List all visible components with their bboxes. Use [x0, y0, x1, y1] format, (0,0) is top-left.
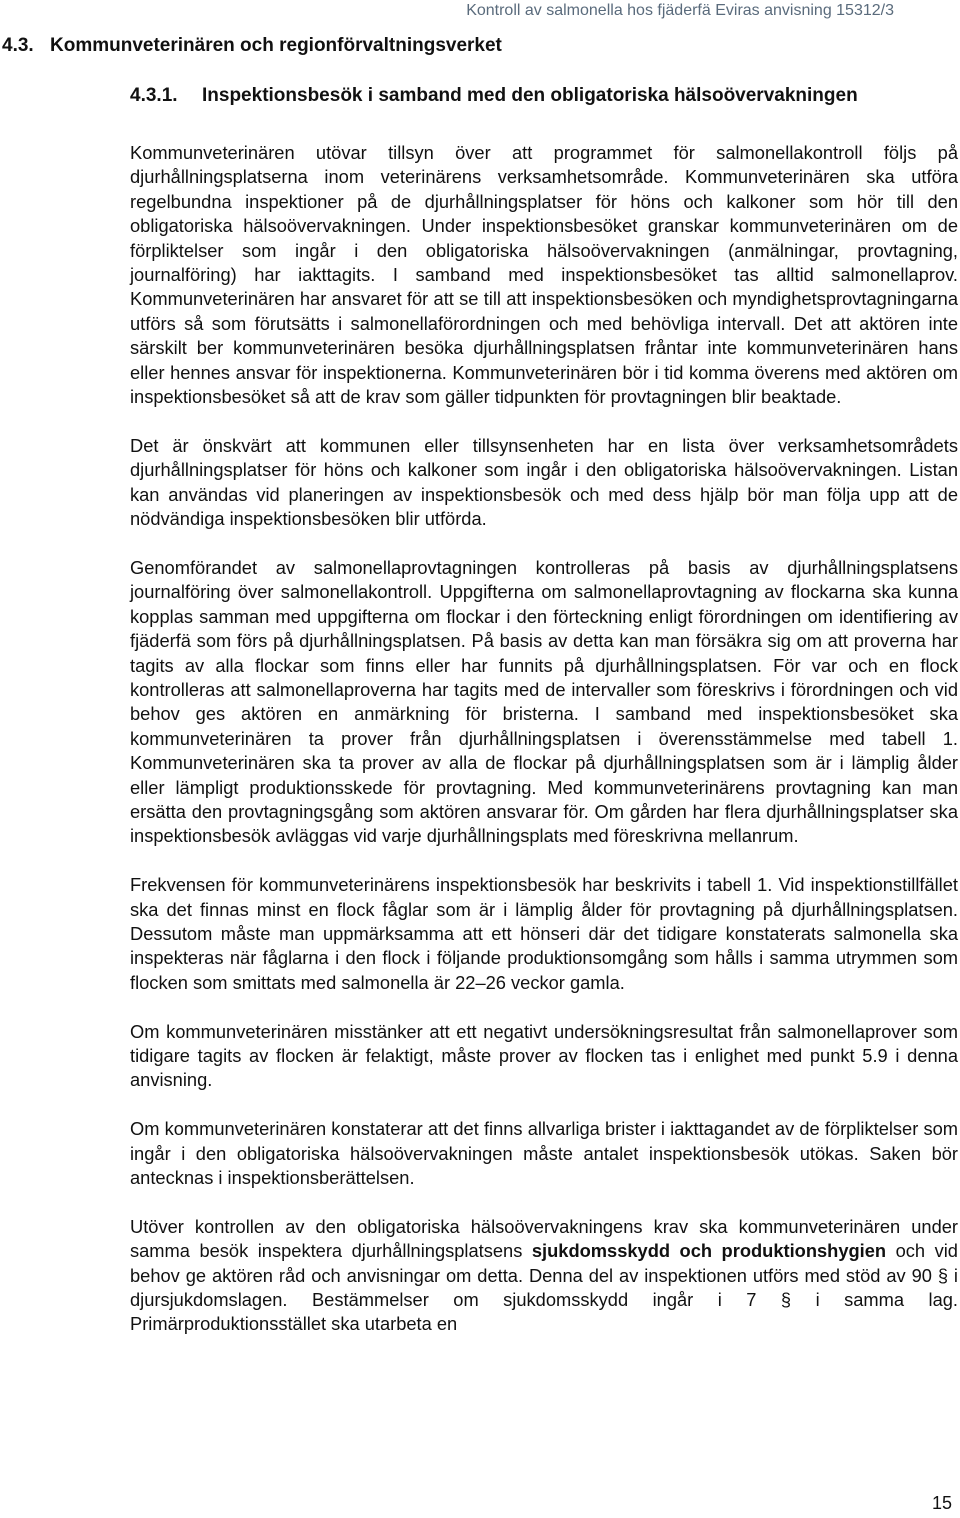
- paragraph: Om kommunveterinären konstaterar att det finns allvarliga brister i iakttagandet av de förpliktelser som ingår i den obligatoriska hälsoövervakningen måste antalet inspektionsbesök utökas. Saken bör antecknas i inspektionsberättelsen.: [130, 1118, 958, 1188]
- bold-term: sjukdomsskydd och produktionshygien: [531, 1240, 887, 1262]
- paragraph: Genomförandet av salmonellaprovtagningen kontrolleras på basis av djurhållningsplatsens journalföring över salmonellakontroll. Uppgifterna om salmonellaprovtagning av flockarna ska kunna kopplas samman med uppgifterna om flockar i den förteckning enligt förordningen om identifiering av fjäderfä som förs på djurhållningsplatsen. På basis av detta kan man försäkra sig om att proverna har tagits av alla flockar som finns eller har funnits på djurhållningsplatsen. För var och en flock kontrolleras att salmonellaproverna har tagits med de intervaller som föreskrivs i förordningen och vid behov ges aktören en anmärkning för bristerna. I samband med inspektionsbesöket ska kommunveterinären ta prover från djurhållningsplatsen i överensstämmelse med tabell 1. Kommunveterinären ska ta prover av alla de flockar på djurhållningsplatsen som är i lämplig ålder eller lämpligt produktionsskede för provtagning. Med kommunveterinärens provtagning kan man ersätta den provtagningsgång som aktören ansvarar för. Om gården har flera djurhållningsplatser ska inspektionsbesök avläggas vid varje djurhållningsplats med föreskrivna mellanrum.: [130, 556, 958, 847]
- paragraph-text: och vid behov ge aktören råd och anvisningar om detta. Denna del av inspektionen utförs med stöd av 90 § i djursjukdomslagen. Bestämmelser om sjukdomsskydd ingår i 7 § i samma lag. Primärproduktionsstället ska utarbeta en: [130, 1240, 958, 1335]
- paragraph-text: Utöver kontrollen av den obligatoriska hälsoövervakningens krav ska kommunveterinären under samma besök inspektera djurhållningsplatsens: [130, 1215, 958, 1262]
- paragraph: Om kommunveterinären misstänker att ett negativt undersökningsresultat från salmonellaprover som tidigare tagits av flocken är felaktigt, måste prover av flocken tas i enlighet med punkt 5.9 i denna anvisning.: [130, 1020, 958, 1091]
- running-header: Kontroll av salmonella hos fjäderfä Eviras anvisning 15312/3: [466, 2, 894, 19]
- page-number: 15: [931, 1493, 952, 1513]
- paragraph: Kommunveterinären utövar tillsyn över att programmet för salmonellakontroll följs på djurhållningsplatserna inom veterinärens verksamhetsområde. Kommunveterinären ska utföra regelbundna inspektioner på de djurhållningsplatser för höns och kalkoner som hör till den obligatoriska hälsoövervakningen. Under inspektionsbesöket granskar kommunveterinären om de förpliktelser som ingår i den obligatoriska hälsoövervakningen (anmälningar, provtagning, journalföring) har iakttagits. I samband med inspektionsbesöket tas alltid salmonellaprov. Kommunveterinären har ansvaret för att se till att inspektionsbesöken och myndighetsprovtagningarna utförs så som förutsätts i salmonellaförordningen och med behövliga intervall. Det att aktören inte särskilt ber kommunveterinären besöka djurhållningsplatsen fråntar inte kommunveterinären hans eller hennes ansvar för inspektionerna. Kommunveterinären bör i tid komma överens med aktören om inspektionsbesöket så att de krav som gäller tidpunkten för provtagningen blir beaktade.: [130, 142, 958, 408]
- section-number: 4.3.: [2, 35, 34, 56]
- paragraph: Det är önskvärt att kommunen eller tillsynsenheten har en lista över verksamhetsområdets djurhållningsplatser för höns och kalkoner som ingår i den obligatoriska hälsoövervakningen. Listan kan användas vid planeringen av inspektionsbesök och med dess hjälp bör man följa upp att de nödvändiga inspektionsbesöken blir utförda.: [130, 434, 958, 530]
- subsection-title: Inspektionsbesök i samband med den obligatoriska hälsoövervakningen: [202, 85, 858, 106]
- body-text: [130, 141, 958, 1337]
- section-title: Kommunveterinären och regionförvaltningsverket: [50, 35, 502, 56]
- paragraph: Frekvensen för kommunveterinärens inspektionsbesök har beskrivits i tabell 1. Vid inspektionstillfället ska det finnas minst en flock fåglar som är i lämplig ålder för provtagning på djurhållningsplatsen. Dessutom måste man uppmärksamma att ett hönseri där det tidigare konstaterats salmonella ska inspekteras när fåglarna i den flock i följande produktionsomgång som hålls i samma utrymmen som flocken som smittats med salmonella är 22–26 veckor gamla.: [130, 874, 958, 993]
- paragraph-last: [130, 1215, 958, 1337]
- section-heading: [2, 35, 502, 57]
- subsection-number: 4.3.1.: [130, 85, 178, 106]
- subsection-heading: [130, 85, 858, 107]
